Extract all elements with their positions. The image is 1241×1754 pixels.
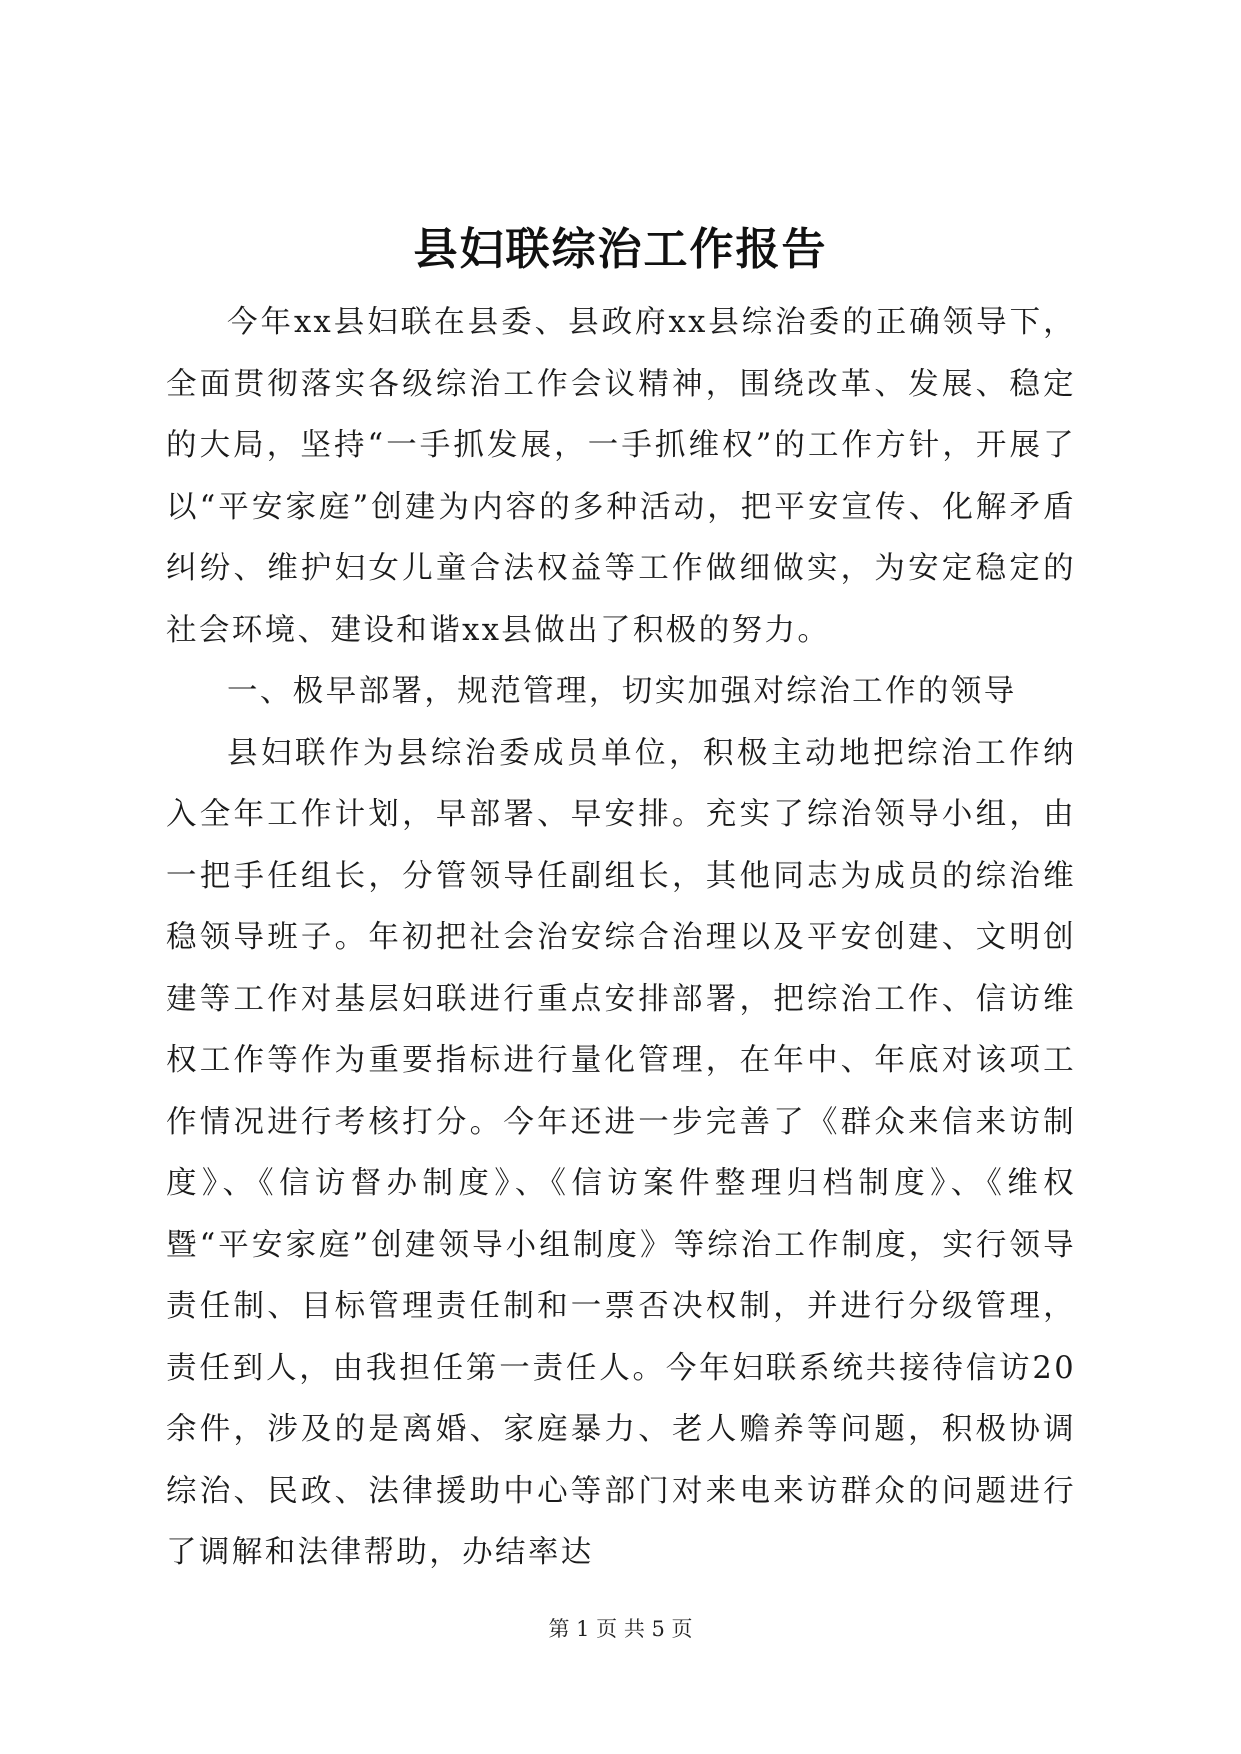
section-heading: 一、极早部署，规范管理，切实加强对综治工作的领导 (227, 674, 1017, 709)
document-title: 县妇联综治工作报告 (413, 224, 828, 275)
page-number-footer: 第 1 页 共 5 页 (548, 1617, 693, 1641)
section-paragraph: 县妇联作为县综治委成员单位，积极主动地把综治工作纳入全年工作计划，早部署、早安排。充实了综治领导小组，由一把手任组长，分管领导任副组长，其他同志为成员的综治维稳领导班子。年初把社会治安综合治理以及平安创建、文明创建等工作对基层妇联进行重点安排部署，把综治工作、信访维权工作等作为重要指标进行量化管理，在年中、年底对该项工作情况进行考核打分。今年还进一步完善了《群众来信来访制度》、《信访督办制度》、《信访案件整理归档制度》、《维权暨“平安家庭”创建领导小组制度》等综治工作制度，实行领导责任制、目标管理责任制和一票否决权制，并进行分级管理，责任到人，由我担任第一责任人。今年妇联系统共接待信访20余件，涉及的是离婚、家庭暴力、老人赡养等问题，积极协调综治、民政、法律援助中心等部门对来电来访群众的问题进行了调解和法律帮助，办结率达 (166, 735, 1076, 1570)
intro-paragraph: 今年xx县妇联在县委、县政府xx县综治委的正确领导下，全面贯彻落实各级综治工作会议精神，围绕改革、发展、稳定的大局，坚持“一手抓发展，一手抓维权”的工作方针，开展了以“平安家庭”创建为内容的多种活动，把平安宣传、化解矛盾纠纷、维护妇女儿童合法权益等工作做细做实，为安定稳定的社会环境、建设和谐xx县做出了积极的努力。 (166, 305, 1076, 648)
document-body (166, 292, 1076, 1584)
